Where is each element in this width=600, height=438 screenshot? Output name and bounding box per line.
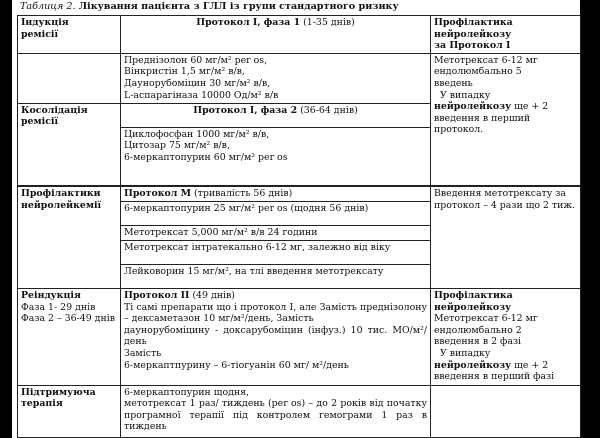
mercaptopurine-row: 6-меркаптопурин 25 мг/м² per os (щодня 56 днів): [121, 201, 431, 225]
methotrexate-iv-row: Метотрексат 5,000 мг/м² в/в 24 години: [121, 225, 431, 240]
table-part-1: [17, 15, 581, 186]
maintenance-therapy: 6-меркаптопурин щодня, метотрексат 1 раз/ тиждень (per os) – до 2 років від початку програмної терапії під контролем гемограми 1 раз в тиждень: [121, 385, 431, 438]
protocol-1-phase-2-header: Протокол І, фаза 2 (36-64 днів): [121, 103, 431, 127]
prophylaxis-protocol-1: Метотрексат 6-12 мг ендолюмбально 5 введень У випадку нейролейкозу ще + 2 введення в перший протокол.: [431, 53, 581, 185]
document-page: [12, 0, 580, 438]
table-part-2: [17, 186, 581, 438]
maintenance-empty: [431, 385, 581, 438]
induction-empty: [18, 53, 121, 103]
prophylaxis-protocol-2: Профілактика нейролейкозу Метотрексат 6-12 мг ендолюмбально 2 введення в 2 фазі У випадку нейролейкозу ще + 2 введення в перший фазі: [431, 288, 581, 385]
maintenance-header: Підтримуюча терапія: [18, 385, 121, 438]
caption-label: Таблиця 2.: [20, 1, 76, 12]
methotrexate-protocol-note: Введення метотрексату за протокол – 4 рази що 2 тиж.: [431, 187, 581, 289]
protocol-1-phase-1-header: Протокол І, фаза 1 (1-35 днів): [121, 16, 431, 54]
neuroleukemia-prophylaxis-header: Профілактики нейролейкемії: [18, 187, 121, 289]
methotrexate-intrathecal-row: Метотрексат інтратекально 6-12 мг, залежно від віку: [121, 240, 431, 264]
consolidation-drugs: Циклофосфан 1000 мг/м² в/в, Цитозар 75 мг/м² в/в, 6-меркаптопурин 60 мг/м² per os: [121, 127, 431, 185]
table-caption: [20, 0, 576, 14]
protocol-2-cell: Протокол ІІ (49 днів) Ті самі препарати що і протокол І, але Замість преднізолону – дексаметазон 10 мг/м²/день, Замість даунорубоміцину - доксарубоміцин (інфуз.) 10 тис. МО/м²/день Замість 6-меркаптпурину – 6-тіогуанін 60 мг/ м²/день: [121, 288, 431, 385]
caption-text: Лікування пацієнта з ГЛЛ із групи стандартного ризику: [78, 1, 399, 12]
induction-drugs: Преднізолон 60 мг/м² per os, Вінкристін 1,5 мг/м² в/в, Даунорубоміцин 30 мг/м² в/в, L-аспарагіназа 10000 Од/м² в/в: [121, 53, 431, 103]
leucovorin-row: Лейковорин 15 мг/м², на тлі введення метотрексату: [121, 264, 431, 288]
consolidation-header: Косолідація ремісії: [18, 103, 121, 185]
induction-header: Індукція ремісії: [18, 16, 121, 54]
reinduction-cell: Реіндукція Фаза 1- 29 днів Фаза 2 – 36-49 днів: [18, 288, 121, 385]
prophylaxis-header: Профілактика нейролейкозу за Протокол І: [431, 16, 581, 54]
protocol-m-header: Протокол М (тривалість 56 днів): [121, 187, 431, 202]
